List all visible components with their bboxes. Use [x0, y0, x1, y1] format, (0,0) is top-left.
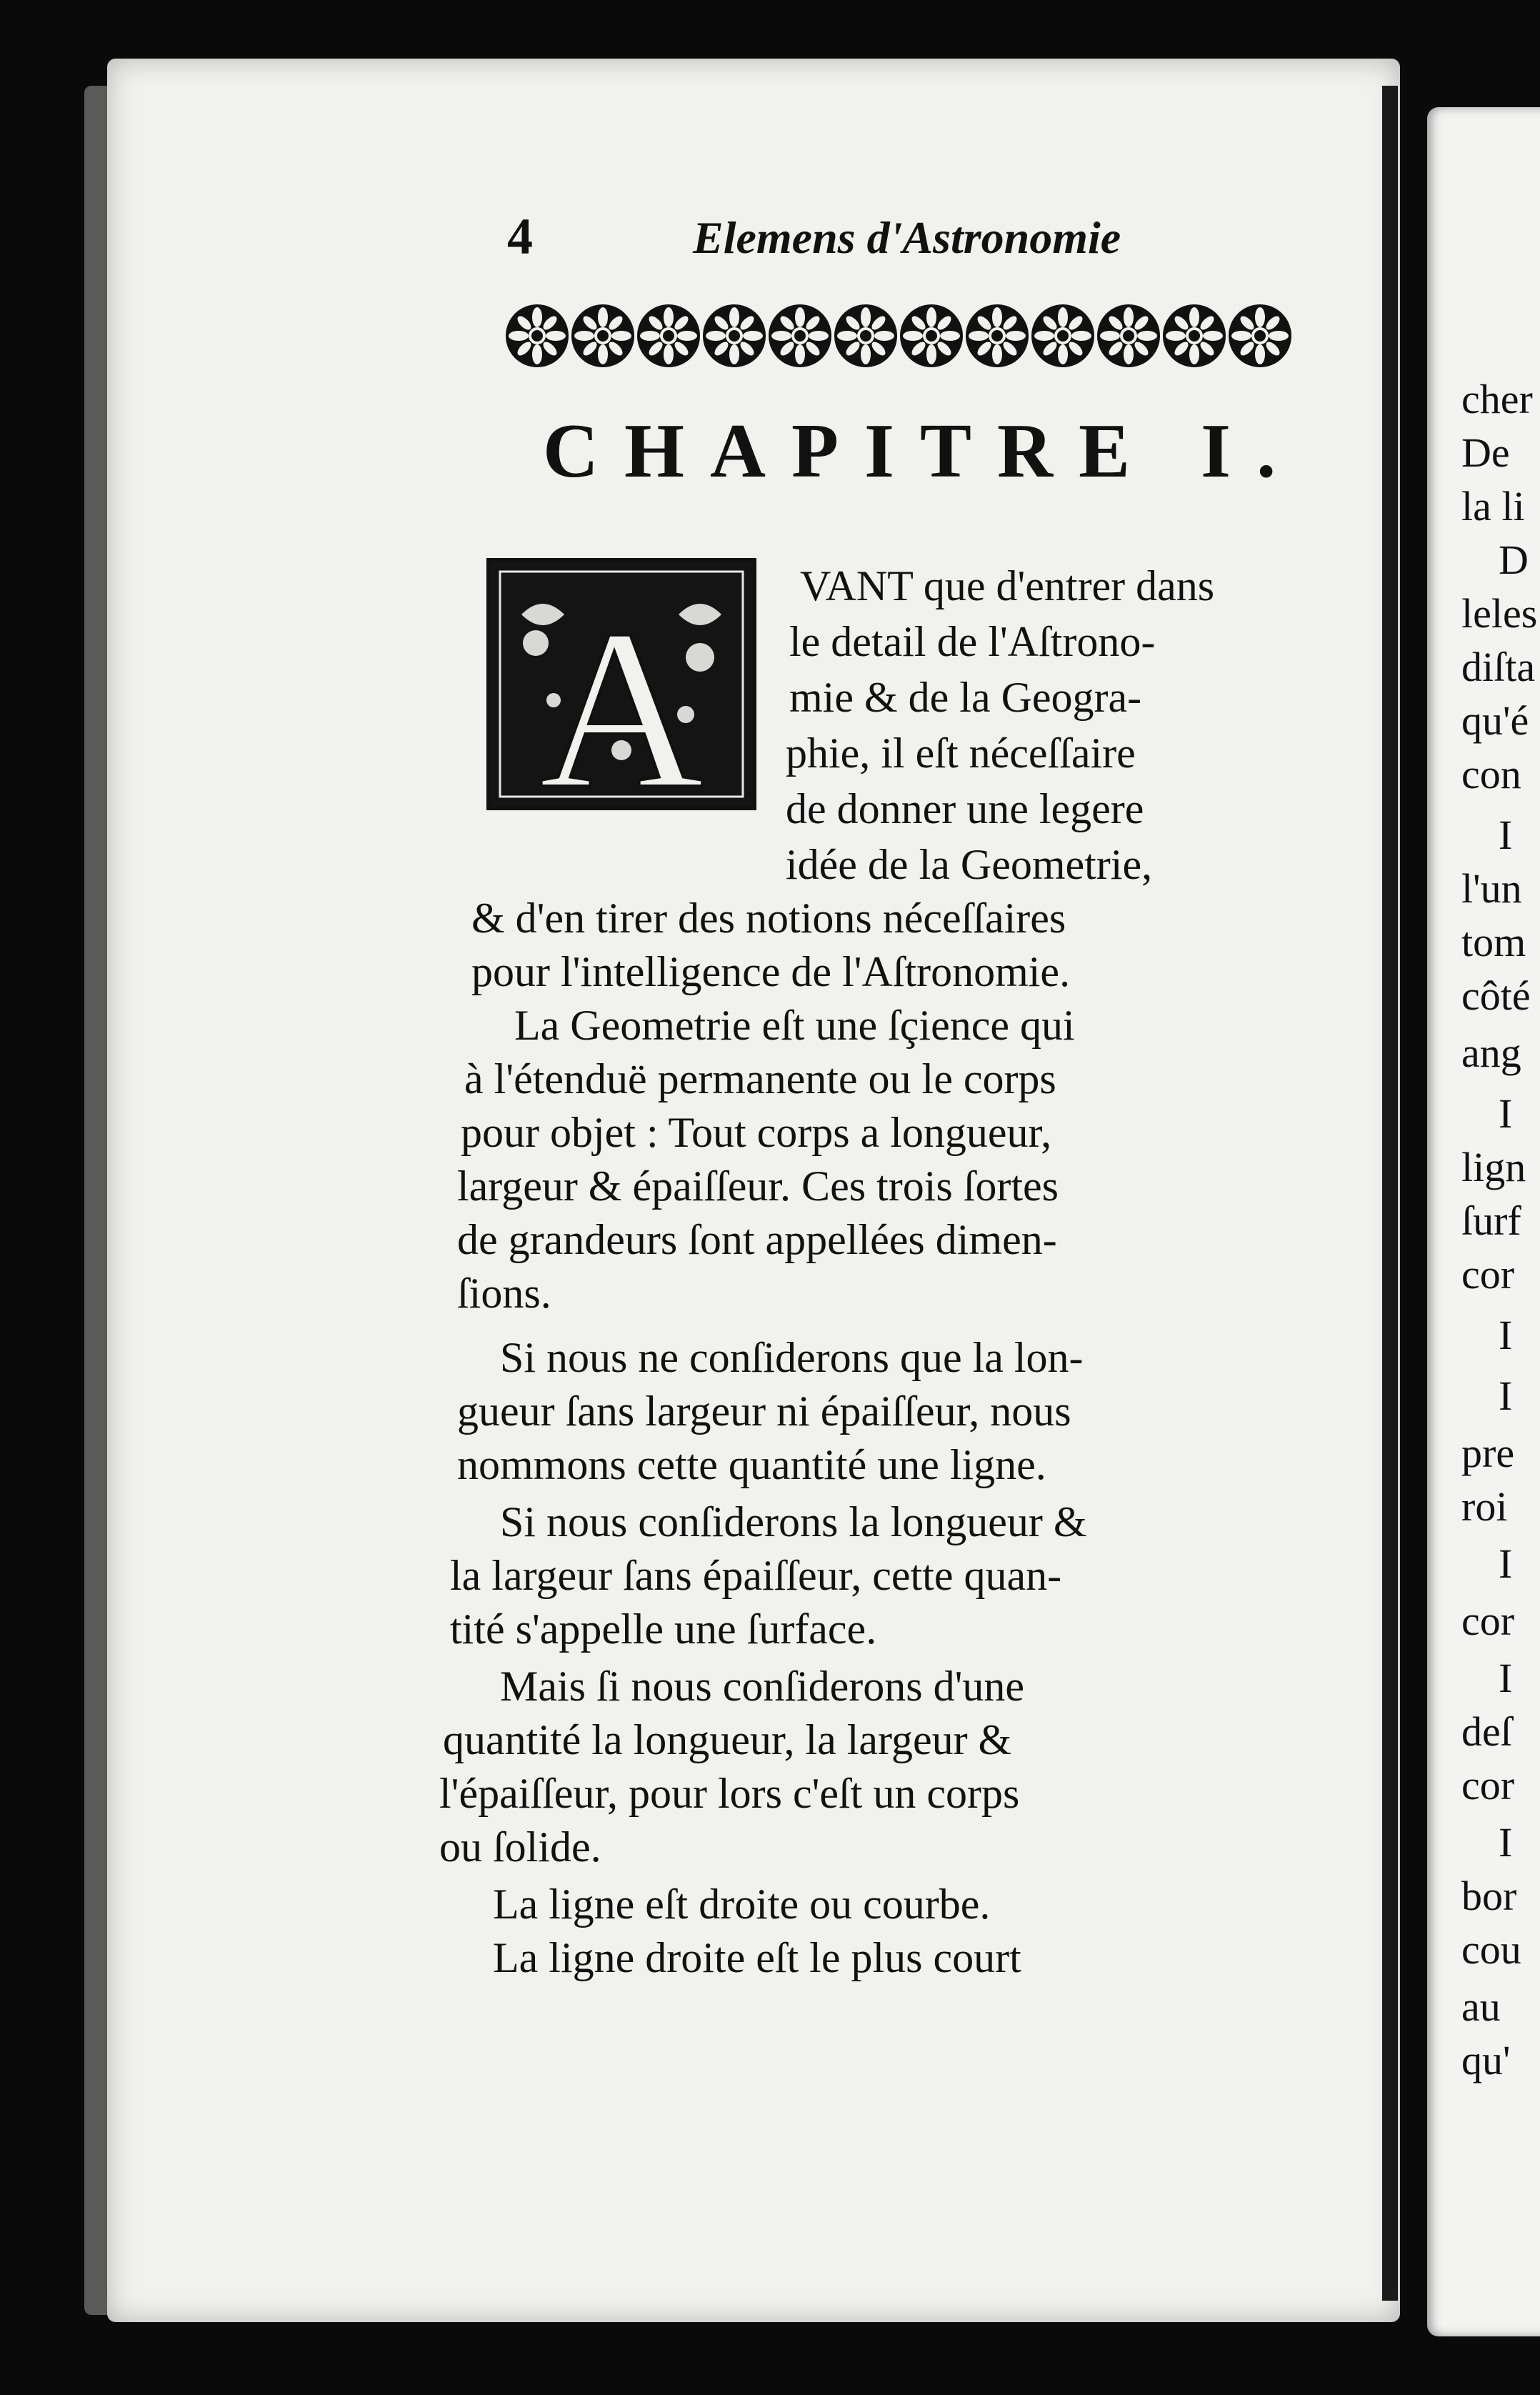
running-title: Elemens d'Astronomie [693, 212, 1121, 263]
body-line: gueur ſans largeur ni épaiſſeur, nous [457, 1388, 1071, 1435]
drop-cap-letter: A [539, 583, 704, 811]
facing-fragment: I [1499, 812, 1513, 858]
running-head [386, 207, 1243, 264]
facing-fragment: cor [1461, 1598, 1515, 1644]
body-line: idée de la Geometrie, [786, 841, 1153, 888]
facing-fragment: De [1461, 429, 1510, 476]
facing-page [1427, 107, 1540, 2336]
body-line: phie, il eſt néceſſaire [786, 730, 1136, 777]
body-line: mie & de la Geogra- [789, 674, 1142, 721]
body-line: le detail de l'Aſtrono- [789, 618, 1156, 665]
body-line: à l'étenduë permanente ou le corps [464, 1055, 1056, 1102]
facing-fragment: tom [1461, 919, 1526, 965]
body-line: de grandeurs ſont appellées dimen- [457, 1216, 1057, 1263]
facing-fragment: deſ [1461, 1708, 1512, 1755]
facing-fragment: leles [1461, 590, 1538, 637]
body-line: La ligne eſt droite ou courbe. [493, 1881, 991, 1928]
facing-fragment: pre [1461, 1430, 1515, 1476]
facing-fragment: au [1461, 1983, 1501, 2030]
body-line: de donner une legere [786, 785, 1144, 832]
body-line: Si nous conſiderons la longueur & [500, 1498, 1087, 1545]
facing-fragment: D [1499, 537, 1529, 583]
body-line: ſions. [457, 1270, 551, 1317]
facing-fragment: ang [1461, 1030, 1521, 1076]
facing-fragment: qu'é [1461, 697, 1529, 744]
facing-fragment: con [1461, 751, 1521, 797]
facing-fragment: qu' [1461, 2037, 1511, 2083]
body-line: Si nous ne conſiderons que la lon- [500, 1334, 1084, 1381]
body-line: Mais ſi nous conſiderons d'une [500, 1663, 1025, 1710]
facing-fragment: bor [1461, 1873, 1517, 1919]
body-line: ou ſolide. [439, 1823, 601, 1871]
facing-fragment: l'un [1461, 865, 1522, 912]
body-line: pour objet : Tout corps a longueur, [461, 1109, 1052, 1156]
facing-fragment: la li [1461, 483, 1525, 529]
body-line: tité s'appelle une ſurface. [450, 1605, 877, 1653]
body-line: La Geometrie eſt une ſçience qui [514, 1002, 1075, 1049]
page-number: 4 [507, 208, 533, 265]
facing-fragment: cou [1461, 1926, 1521, 1973]
chapter-title: CHAPITRE I. [543, 409, 1302, 494]
facing-fragment: lign [1461, 1144, 1526, 1190]
body-line: la largeur ſans épaiſſeur, cette quan- [450, 1552, 1062, 1599]
body-line: & d'en tirer des notions néceſſaires [471, 895, 1066, 942]
body-line: nommons cette quantité une ligne. [457, 1441, 1046, 1488]
facing-fragment: I [1499, 1373, 1513, 1419]
page-gutter [1382, 86, 1398, 2301]
facing-fragment: I [1499, 1312, 1513, 1358]
body-line: largeur & épaiſſeur. Ces trois ſortes [457, 1162, 1059, 1210]
body-line: l'épaiſſeur, pour lors c'eſt un corps [439, 1770, 1020, 1817]
facing-fragment: I [1499, 1540, 1513, 1587]
body-line: pour l'intelligence de l'Aſtronomie. [471, 948, 1071, 995]
facing-fragment: cher [1461, 376, 1533, 422]
flower-ornament-band [500, 293, 1321, 379]
body-line: VANT que d'entrer dans [800, 562, 1215, 609]
body-line: quantité la longueur, la largeur & [443, 1716, 1012, 1763]
facing-fragment: I [1499, 1090, 1513, 1137]
decorated-initial-letter [486, 557, 757, 811]
facing-fragment: cor [1461, 1762, 1515, 1808]
facing-fragment: cor [1461, 1251, 1515, 1298]
facing-fragment: diſta [1461, 644, 1536, 690]
facing-fragment: côté [1461, 972, 1531, 1019]
facing-fragment: roi [1461, 1483, 1508, 1530]
facing-fragment: ſurf [1461, 1198, 1521, 1244]
body-line: La ligne droite eſt le plus court [493, 1934, 1021, 1981]
facing-fragment: I [1499, 1655, 1513, 1701]
facing-fragment: I [1499, 1819, 1513, 1866]
